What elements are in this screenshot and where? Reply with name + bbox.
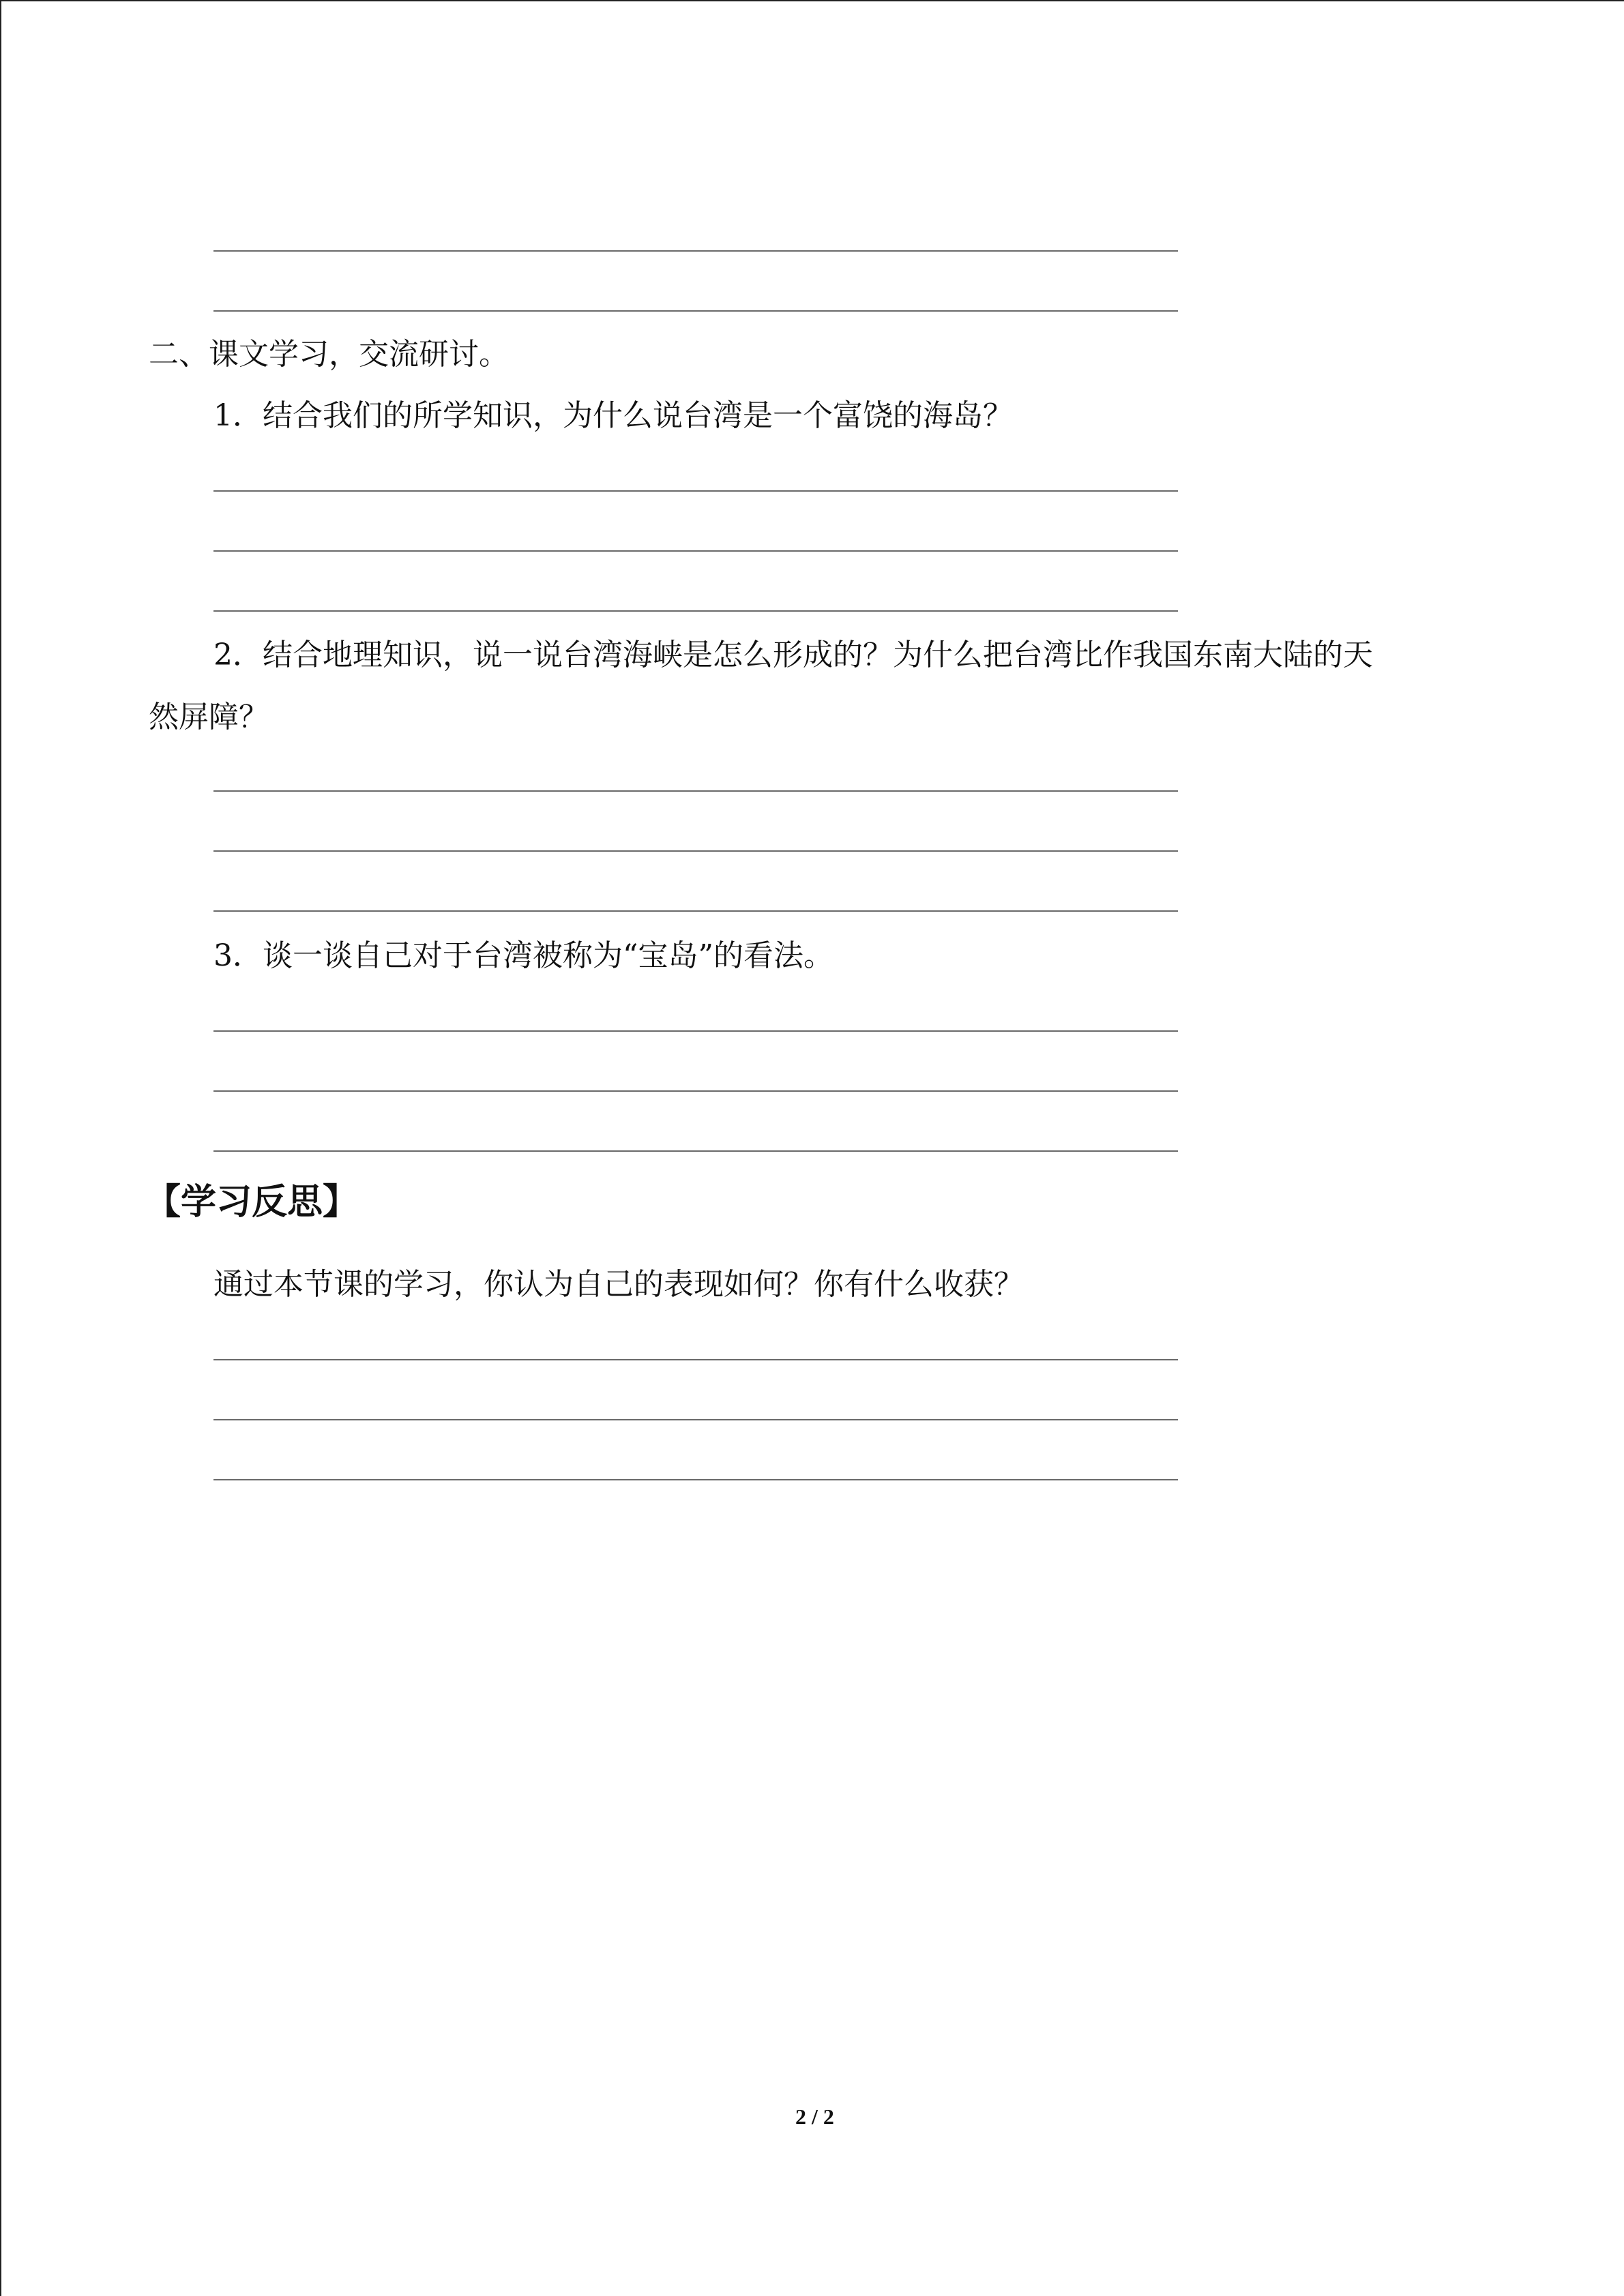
answer-line (213, 490, 1178, 492)
answer-line (213, 550, 1178, 552)
answer-line (213, 1419, 1178, 1420)
answer-line (213, 910, 1178, 912)
question-2: 2．结合地理知识，说一说台湾海峡是怎么形成的？为什么把台湾比作我国东南大陆的天 (213, 638, 1373, 672)
answer-line (213, 250, 1178, 252)
answer-line (213, 850, 1178, 852)
question-2-continued: 然屏障？ (149, 700, 269, 734)
question-1: 1．结合我们的所学知识，为什么说台湾是一个富饶的海岛？ (213, 398, 1013, 433)
answer-line (213, 1090, 1178, 1092)
answer-line (213, 1150, 1178, 1152)
answer-line (213, 610, 1178, 612)
answer-line (213, 1030, 1178, 1032)
reflection-prompt: 通过本节课的学习，你认为自己的表现如何？你有什么收获？ (213, 1267, 1024, 1302)
question-3: 3．谈一谈自己对于台湾被称为“宝岛”的看法。 (213, 938, 833, 973)
answer-line (213, 310, 1178, 312)
section-title: 二、课文学习，交流研讨。 (149, 337, 509, 372)
page-number: 2 / 2 (795, 2104, 834, 2129)
answer-line (213, 1479, 1178, 1480)
answer-line (213, 1359, 1178, 1360)
answer-line (213, 790, 1178, 792)
reflection-heading: 【学习反思】 (145, 1182, 359, 1223)
